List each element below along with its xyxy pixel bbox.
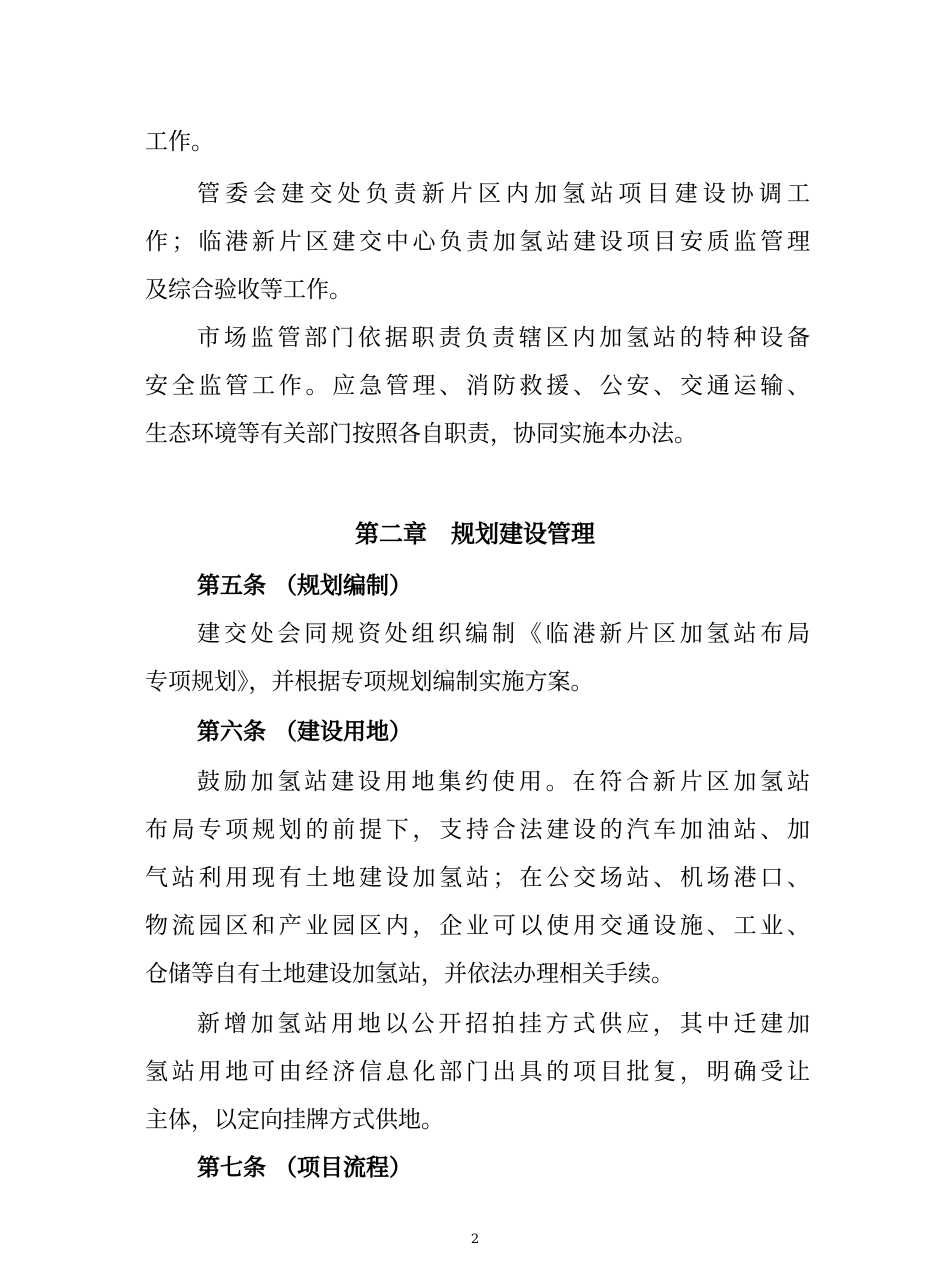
- page-number: 2: [470, 1232, 480, 1247]
- article-5-title: 第五条 （规划编制）: [197, 572, 413, 599]
- paragraph-line: 鼓励加氢站建设用地集约使用。在符合新片区加氢站: [197, 769, 810, 795]
- article-7-title: 第七条 （项目流程）: [197, 1154, 413, 1181]
- paragraph-line: 及综合验收等工作。: [145, 277, 352, 303]
- chapter-title: 第二章 规划建设管理: [355, 520, 595, 548]
- paragraph-line: 物流园区和产业园区内，企业可以使用交通设施、工业、: [145, 913, 810, 939]
- paragraph-line: 氢站用地可由经济信息化部门出具的项目批复，明确受让: [145, 1059, 810, 1085]
- paragraph-line: 建交处会同规资处组织编制《临港新片区加氢站布局: [197, 621, 810, 647]
- paragraph-line: 仓储等自有土地建设加氢站，并依法办理相关手续。: [145, 961, 674, 987]
- paragraph-line: 主体，以定向挂牌方式供地。: [145, 1107, 444, 1133]
- paragraph-line: 气站利用现有土地建设加氢站；在公交场站、机场港口、: [145, 865, 810, 891]
- paragraph-line: 工作。: [145, 129, 214, 155]
- paragraph-line: 管委会建交处负责新片区内加氢站项目建设协调工: [197, 181, 810, 207]
- paragraph-line: 专项规划》，并根据专项规划编制实施方案。: [145, 669, 594, 695]
- paragraph-line: 安全监管工作。应急管理、消防救援、公安、交通运输、: [145, 373, 810, 399]
- paragraph-line: 新增加氢站用地以公开招拍挂方式供应，其中迁建加: [197, 1011, 810, 1037]
- paragraph-line: 生态环境等有关部门按照各自职责，协同实施本办法。: [145, 421, 697, 447]
- paragraph-line: 布局专项规划的前提下，支持合法建设的汽车加油站、加: [145, 817, 810, 843]
- paragraph-line: 市场监管部门依据职责负责辖区内加氢站的特种设备: [197, 325, 810, 351]
- paragraph-line: 作；临港新片区建交中心负责加氢站建设项目安质监管理: [145, 229, 810, 255]
- article-6-title: 第六条 （建设用地）: [197, 718, 413, 745]
